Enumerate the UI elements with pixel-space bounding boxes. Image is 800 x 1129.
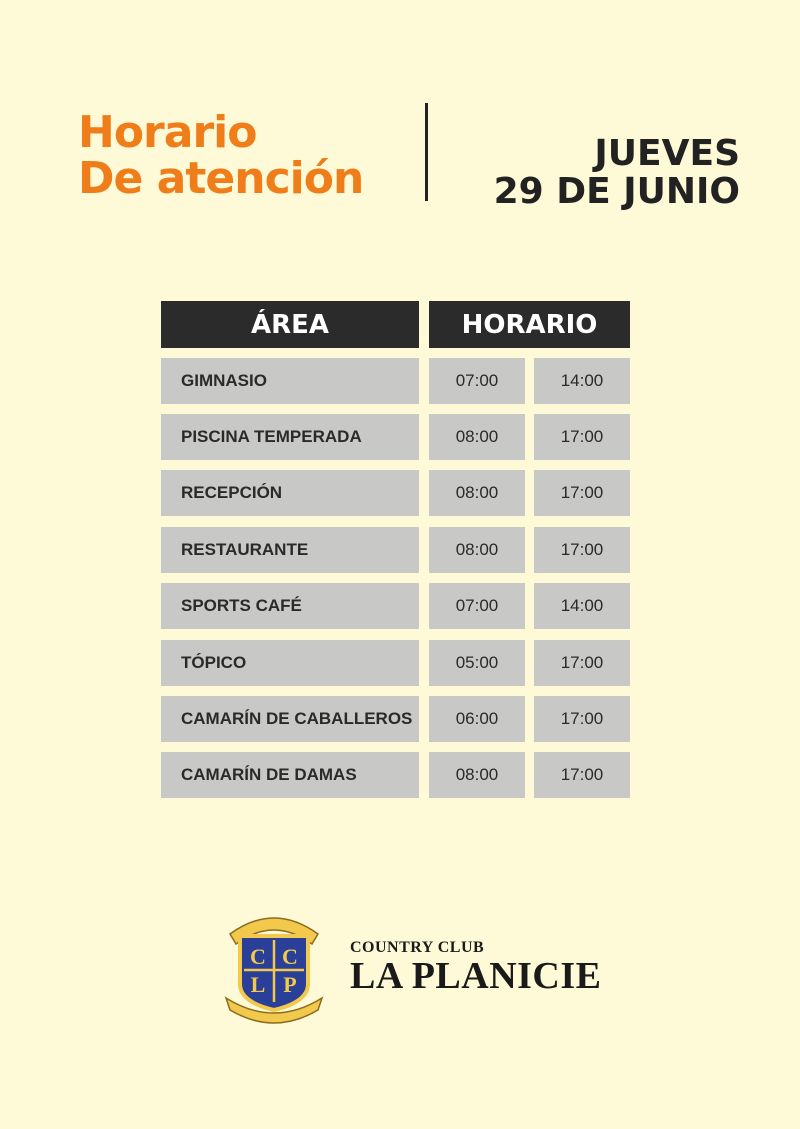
row-close-time: 14:00 <box>534 583 630 629</box>
row-area: CAMARÍN DE CABALLEROS <box>161 696 419 742</box>
row-close-time: 17:00 <box>534 640 630 686</box>
row-area: GIMNASIO <box>161 358 419 404</box>
row-area: SPORTS CAFÉ <box>161 583 419 629</box>
page-title <box>78 107 364 204</box>
club-brand <box>350 940 602 996</box>
row-area: TÓPICO <box>161 640 419 686</box>
row-area: PISCINA TEMPERADA <box>161 414 419 460</box>
brand-subtitle: COUNTRY CLUB <box>350 939 485 956</box>
row-open-time: 08:00 <box>429 527 525 573</box>
row-close-time: 17:00 <box>534 752 630 798</box>
crest-letter: C <box>250 944 266 969</box>
row-close-time: 14:00 <box>534 358 630 404</box>
row-open-time: 08:00 <box>429 470 525 516</box>
day-label: JUEVES <box>594 133 740 174</box>
brand-name: LA PLANICIE <box>350 955 602 997</box>
row-area: RESTAURANTE <box>161 527 419 573</box>
row-close-time: 17:00 <box>534 470 630 516</box>
title-line-1: Horario <box>78 107 257 158</box>
crest-letter: C <box>282 944 298 969</box>
crest-letter: L <box>250 972 266 997</box>
row-area: RECEPCIÓN <box>161 470 419 516</box>
date-label: 29 DE JUNIO <box>493 171 740 212</box>
header-divider <box>425 103 428 201</box>
row-open-time: 05:00 <box>429 640 525 686</box>
row-open-time: 07:00 <box>429 583 525 629</box>
row-open-time: 07:00 <box>429 358 525 404</box>
club-crest-logo <box>222 906 326 1024</box>
date-block <box>494 135 740 211</box>
row-close-time: 17:00 <box>534 414 630 460</box>
crest-letter: P <box>283 972 297 997</box>
row-open-time: 08:00 <box>429 414 525 460</box>
row-open-time: 08:00 <box>429 752 525 798</box>
row-close-time: 17:00 <box>534 696 630 742</box>
column-header-horario: HORARIO <box>429 301 630 348</box>
row-area: CAMARÍN DE DAMAS <box>161 752 419 798</box>
column-header-area: ÁREA <box>161 301 419 348</box>
title-line-2: De atención <box>78 153 364 204</box>
row-close-time: 17:00 <box>534 527 630 573</box>
row-open-time: 06:00 <box>429 696 525 742</box>
